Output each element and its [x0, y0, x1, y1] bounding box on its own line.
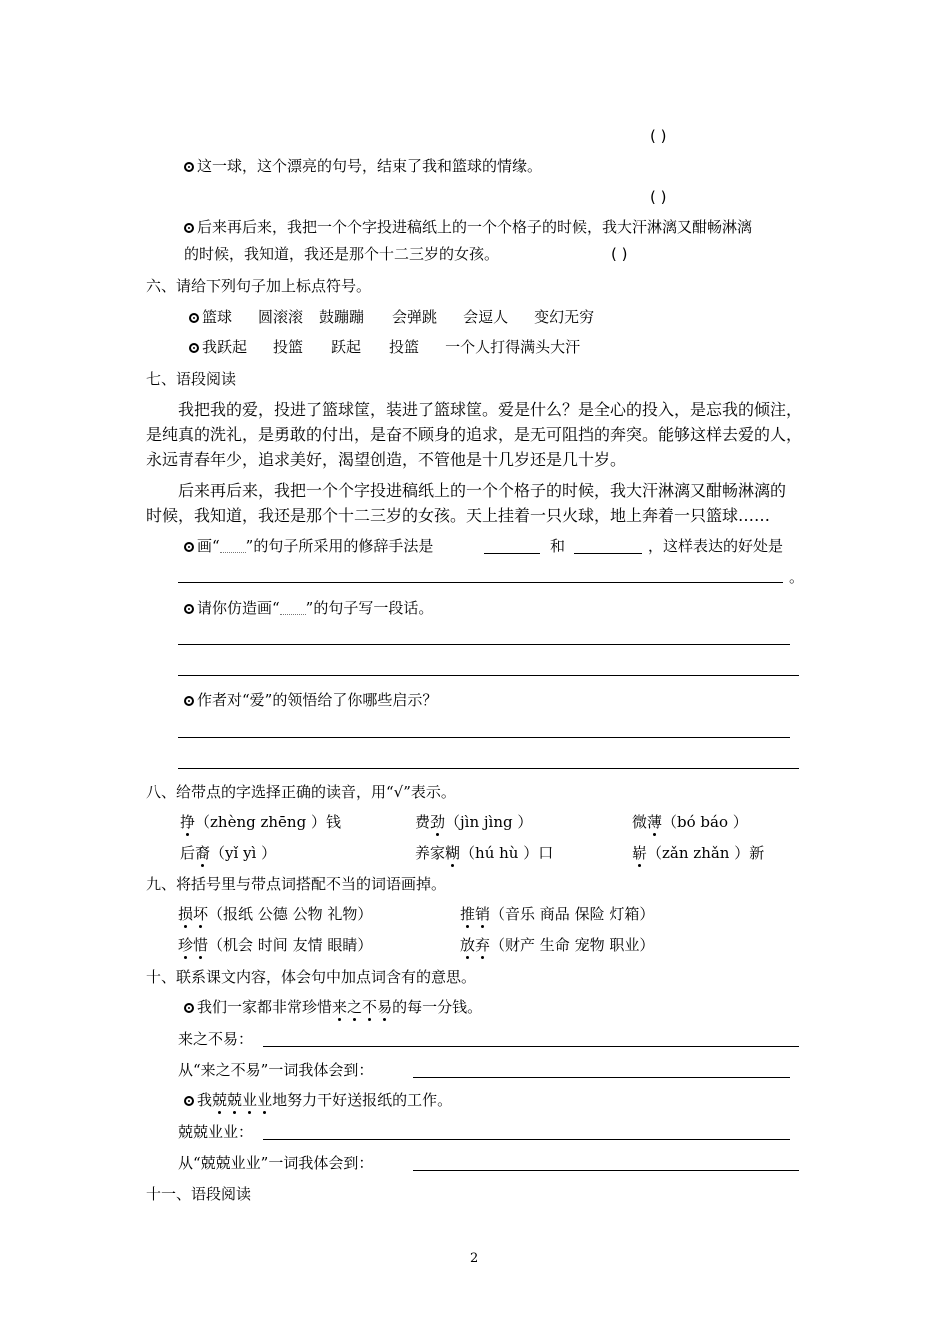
bullet-icon: [184, 1003, 194, 1013]
answer-line-end: 。: [789, 568, 805, 586]
page-number: 2: [470, 1251, 479, 1266]
insight-label-2: 从“兢兢业业”一词我体会到：: [178, 1154, 374, 1172]
punctuation-row-2: 我跃起 投篮 跃起 投篮 一个人打得满头大汗: [189, 337, 580, 357]
sentence-10-1: 我们一家都非常珍惜来之不易的每一分钱。: [184, 997, 482, 1017]
question-7-1: 画“ ”的句子所采用的修辞手法是: [184, 536, 433, 556]
section-6-title: 六、请给下列句子加上标点符号。: [146, 277, 372, 295]
answer-line-10-3[interactable]: [263, 1139, 790, 1140]
sentence-3-line-2: 的时候，我知道，我还是那个十二三岁的女孩。: [184, 245, 500, 263]
answer-line-10-2[interactable]: [413, 1077, 790, 1078]
pinyin-item-6[interactable]: 崭（zǎn zhǎn ）新: [632, 844, 765, 862]
collocation-item-3[interactable]: 珍惜（机会 时间 友情 眼睛）: [178, 936, 373, 954]
bullet-icon: [184, 1096, 194, 1106]
question-7-2: 请你仿造画“ ”的句子写一段话。: [184, 598, 433, 618]
answer-line-7-1[interactable]: [178, 582, 783, 583]
sentence-10-2: 我兢兢业业地努力干好送报纸的工作。: [184, 1090, 452, 1110]
section-7-title: 七、语段阅读: [146, 370, 237, 388]
answer-paren-1[interactable]: ( ): [650, 127, 667, 145]
bullet-icon: [184, 223, 194, 233]
q1-benefit: ，这样表达的好处是: [648, 537, 784, 555]
question-7-3: 作者对“爱”的领悟给了你哪些启示？: [184, 690, 437, 710]
section-11-title: 十一、语段阅读: [146, 1185, 252, 1203]
collocation-item-4[interactable]: 放弃（财产 生命 宠物 职业）: [460, 936, 655, 954]
bullet-icon: [184, 604, 194, 614]
bullet-icon: [189, 313, 199, 323]
bullet-icon: [184, 696, 194, 706]
sentence-2: 这一球，这个漂亮的句号，结束了我和篮球的情缘。: [184, 156, 542, 176]
answer-line-7-2a[interactable]: [178, 644, 790, 645]
meaning-label-1: 来之不易：: [178, 1030, 254, 1048]
collocation-item-2[interactable]: 推销（音乐 商品 保险 灯箱）: [460, 905, 655, 923]
passage-p2-line-2: 时候，我知道，我还是那个十二三岁的女孩。天上挂着一只火球，地上奔着一只篮球……: [146, 506, 771, 525]
section-10-title: 十、联系课文内容，体会句中加点词含有的意思。: [146, 968, 477, 986]
passage-p1-line-2: 是纯真的洗礼，是勇敢的付出，是奋不顾身的追求，是无可阻挡的奔突。能够这样去爱的人，: [146, 425, 803, 444]
answer-line-10-4[interactable]: [413, 1170, 799, 1171]
answer-paren-3[interactable]: ( ): [611, 245, 628, 263]
sentence-3-line-1: 后来再后来，我把一个个字投进稿纸上的一个个格子的时候，我大汗淋漓又酣畅淋漓: [184, 217, 752, 237]
answer-line-7-3b[interactable]: [178, 768, 799, 769]
rhetoric-blank-1[interactable]: [484, 553, 540, 554]
meaning-label-2: 兢兢业业：: [178, 1123, 254, 1141]
q1-and: 和: [550, 537, 566, 555]
punctuation-row-1: 篮球 圆滚滚 鼓蹦蹦 会弹跳 会逗人 变幻无穷: [189, 307, 594, 327]
bullet-icon: [184, 542, 194, 552]
pinyin-item-4[interactable]: 后裔（yǐ yì ）: [180, 844, 277, 862]
answer-line-7-3a[interactable]: [178, 737, 790, 738]
pinyin-item-2[interactable]: 费劲（jìn jìng ）: [415, 813, 533, 831]
rhetoric-blank-2[interactable]: [574, 553, 642, 554]
answer-paren-2[interactable]: ( ): [650, 188, 667, 206]
section-8-title: 八、给带点的字选择正确的读音，用“√”表示。: [146, 783, 456, 801]
passage-p1-line-3: 永远青春年少，追求美好，渴望创造，不管他是十几岁还是几十岁。: [146, 450, 627, 469]
answer-line-7-2b[interactable]: [178, 675, 799, 676]
bullet-icon: [189, 343, 199, 353]
bullet-icon: [184, 162, 194, 172]
passage-p2-line-1: 后来再后来，我把一个个字投进稿纸上的一个个格子的时候，我大汗淋漓又酣畅淋漓的: [178, 481, 787, 500]
pinyin-item-3[interactable]: 微薄（bó báo ）: [632, 813, 748, 831]
section-9-title: 九、将括号里与带点词搭配不当的词语画掉。: [146, 875, 447, 893]
passage-p1-line-1: 我把我的爱，投进了篮球筐，装进了篮球筐。爱是什么？是全心的投入，是忘我的倾注，: [178, 400, 803, 419]
wavy-underline-icon: [220, 544, 246, 553]
pinyin-item-1[interactable]: 挣（zhèng zhēng ）钱: [180, 813, 341, 831]
collocation-item-1[interactable]: 损坏（报纸 公德 公物 礼物）: [178, 905, 373, 923]
wavy-underline-icon: [280, 606, 306, 615]
pinyin-item-5[interactable]: 养家糊（hú hù ）口: [415, 844, 554, 862]
answer-line-10-1[interactable]: [263, 1046, 799, 1047]
insight-label-1: 从“来之不易”一词我体会到：: [178, 1061, 374, 1079]
